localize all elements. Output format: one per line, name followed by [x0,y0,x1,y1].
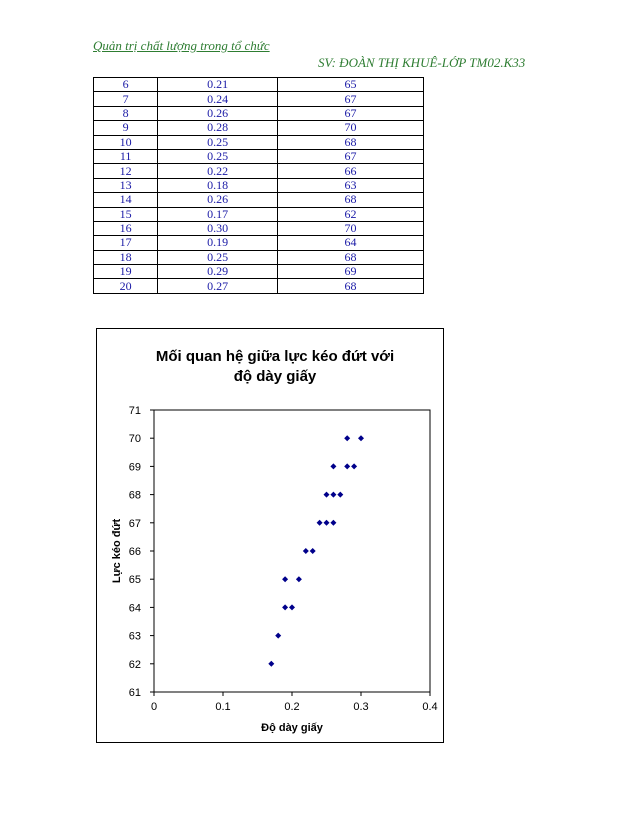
y-tick-label: 71 [128,405,141,417]
table-row [94,250,424,264]
table-cell: 13 [94,178,158,192]
table-cell: 68 [277,250,423,264]
table-row [94,221,424,235]
table-row [94,207,424,221]
table-row [94,106,424,120]
table-cell: 67 [277,92,423,106]
data-table-body [94,78,424,294]
table-row [94,265,424,279]
table-cell: 15 [94,207,158,221]
table-row [94,135,424,149]
y-tick-label: 63 [128,630,141,643]
x-axis-label: Độ dày giấy [261,722,323,734]
table-cell: 8 [94,106,158,120]
table-cell: 0.17 [158,207,278,221]
table-cell: 0.30 [158,221,278,235]
y-tick-label: 69 [128,461,141,474]
table-cell: 69 [277,265,423,279]
course-title: Quản trị chất lượng trong tổ chức [93,38,270,53]
table-cell: 68 [277,135,423,149]
table-cell: 0.25 [158,135,278,149]
y-axis-ticks [129,405,154,699]
table-cell: 65 [277,78,423,92]
table-row [94,178,424,192]
table-cell: 11 [94,149,158,163]
table-cell: 0.21 [158,78,278,92]
table-cell: 70 [277,221,423,235]
table-row [94,149,424,163]
x-tick-label: 0.4 [422,701,438,713]
table-cell: 63 [277,178,423,192]
table-cell: 70 [277,121,423,135]
x-tick-label: 0.1 [215,701,231,713]
table-row [94,279,424,293]
table-cell: 0.29 [158,265,278,279]
data-table [93,77,424,294]
table-cell: 0.22 [158,164,278,178]
table-cell: 62 [277,207,423,221]
y-tick-label: 62 [128,658,141,671]
table-cell: 10 [94,135,158,149]
table-cell: 68 [277,193,423,207]
chart-title-line2: độ dày giấy [233,368,317,385]
table-cell: 0.25 [158,250,278,264]
table-row [94,236,424,250]
table-cell: 7 [94,92,158,106]
scatter-chart [96,328,444,743]
table-cell: 68 [277,279,423,293]
table-cell: 0.18 [158,178,278,192]
table-cell: 18 [94,250,158,264]
y-tick-label: 66 [128,546,141,558]
table-row [94,193,424,207]
y-tick-label: 70 [128,433,141,446]
table-cell: 0.27 [158,279,278,293]
y-tick-label: 65 [128,574,141,587]
table-cell: 64 [277,236,423,250]
table-cell: 0.24 [158,92,278,106]
table-row [94,78,424,92]
table-cell: 0.26 [158,193,278,207]
table-cell: 0.25 [158,149,278,163]
table-cell: 14 [94,193,158,207]
table-cell: 16 [94,221,158,235]
table-cell: 0.28 [158,121,278,135]
table-cell: 66 [277,164,423,178]
y-tick-label: 64 [128,602,141,615]
plot-area [154,410,430,692]
x-axis-ticks [151,692,438,713]
table-cell: 20 [94,279,158,293]
table-cell: 19 [94,265,158,279]
x-tick-label: 0 [150,701,158,713]
x-tick-label: 0.2 [284,701,300,713]
student-info: SV: ĐOÀN THỊ KHUÊ-LỚP TM02.K33 [318,55,526,70]
y-tick-label: 67 [128,517,141,530]
table-cell: 17 [94,236,158,250]
table-cell: 67 [277,106,423,120]
y-tick-label: 61 [128,687,141,699]
table-row [94,164,424,178]
table-cell: 12 [94,164,158,178]
y-axis-label: Lực kéo đứt [111,518,123,584]
table-cell: 6 [94,78,158,92]
table-cell: 0.26 [158,106,278,120]
y-tick-label: 68 [128,489,141,502]
table-row [94,92,424,106]
chart-svg [97,329,443,742]
table-cell: 9 [94,121,158,135]
table-cell: 67 [277,149,423,163]
table-row [94,121,424,135]
table-cell: 0.19 [158,236,278,250]
x-tick-label: 0.3 [353,701,369,713]
chart-title-line1: Mối quan hệ giữa lực kéo đứt với [155,348,395,365]
